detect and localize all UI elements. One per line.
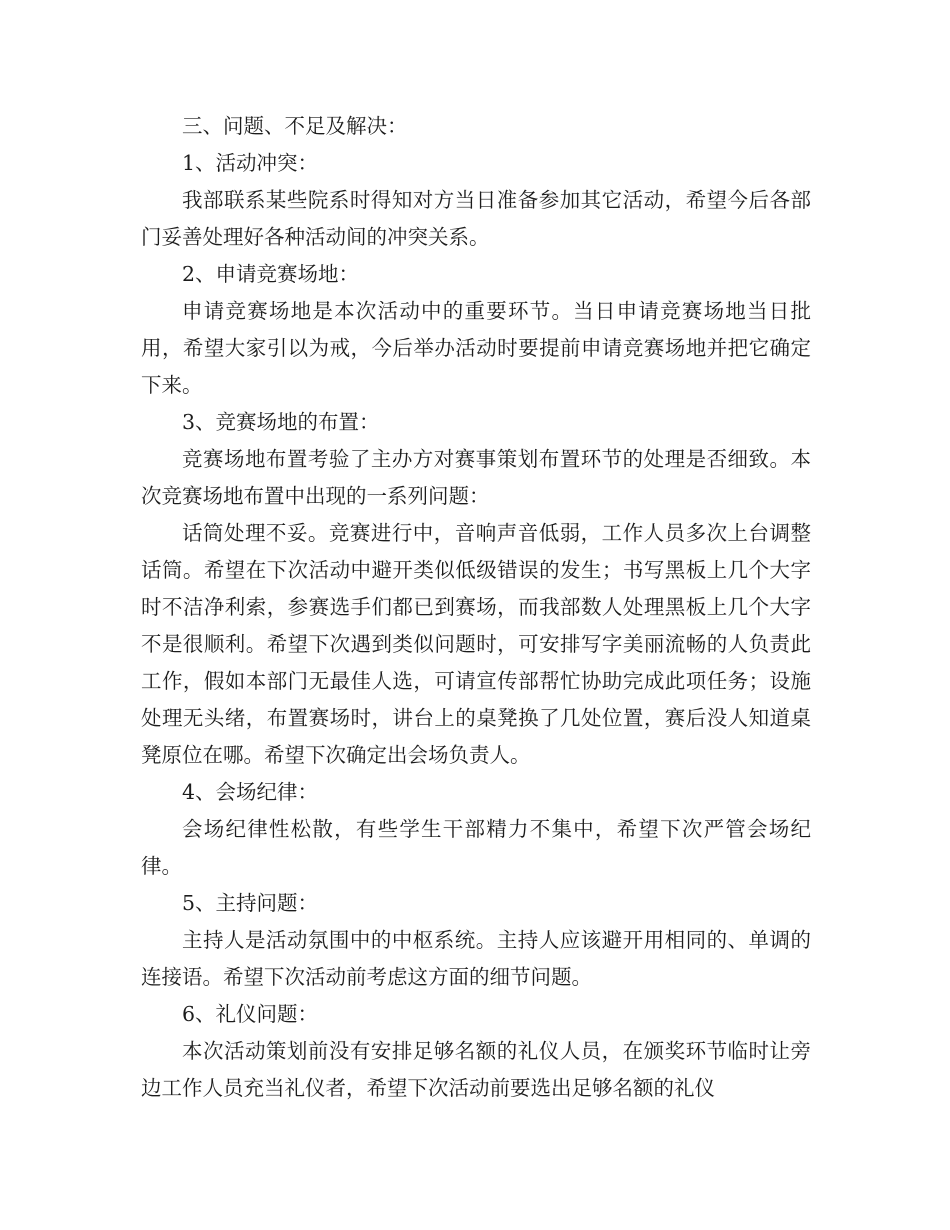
paragraph-discipline: 会场纪律性松散，有些学生干部精力不集中，希望下次严管会场纪律。 xyxy=(141,817,811,878)
document-body xyxy=(141,108,811,1107)
paragraph-venue-application: 申请竞赛场地是本次活动中的重要环节。当日申请竞赛场地当日批用，希望大家引以为戒，今后举办活动时要提前申请竞赛场地并把它确定下来。 xyxy=(141,299,811,397)
subheading-venue-application: 2、申请竞赛场地： xyxy=(182,262,360,286)
paragraph-etiquette: 本次活动策划前没有安排足够名额的礼仪人员，在颁奖环节临时让旁边工作人员充当礼仪者，希望下次活动前要选出足够名额的礼仪 xyxy=(141,1039,811,1100)
section-heading: 三、问题、不足及解决： xyxy=(182,114,408,138)
paragraph-venue-issues: 话筒处理不妥。竞赛进行中，音响声音低弱，工作人员多次上台调整话筒。希望在下次活动中避开类似低级错误的发生；书写黑板上几个大字时不洁净利索，参赛选手们都已到赛场，而我部数人处理黑板上几个大字不是很顺利。希望下次遇到类似问题时，可安排写字美丽流畅的人负责此工作，假如本部门无最佳人选，可请宣传部帮忙协助完成此项任务；设施处理无头绪，布置赛场时，讲台上的桌凳换了几处位置，赛后没人知道桌凳原位在哪。希望下次确定出会场负责人。 xyxy=(141,521,811,767)
subheading-venue-layout: 3、竞赛场地的布置： xyxy=(182,410,380,434)
subheading-discipline: 4、会场纪律： xyxy=(182,780,319,804)
paragraph-activity-conflict: 我部联系某些院系时得知对方当日准备参加其它活动，希望今后各部门妥善处理好各种活动间的冲突关系。 xyxy=(141,188,811,249)
paragraph-host: 主持人是活动氛围中的中枢系统。主持人应该避开用相同的、单调的连接语。希望下次活动前考虑这方面的细节问题。 xyxy=(141,928,811,989)
paragraph-venue-layout: 竞赛场地布置考验了主办方对赛事策划布置环节的处理是否细致。本次竞赛场地布置中出现的一系列问题： xyxy=(141,447,811,508)
subheading-activity-conflict: 1、活动冲突： xyxy=(182,151,319,175)
subheading-host: 5、主持问题： xyxy=(182,891,319,915)
subheading-etiquette: 6、礼仪问题： xyxy=(182,1002,319,1026)
